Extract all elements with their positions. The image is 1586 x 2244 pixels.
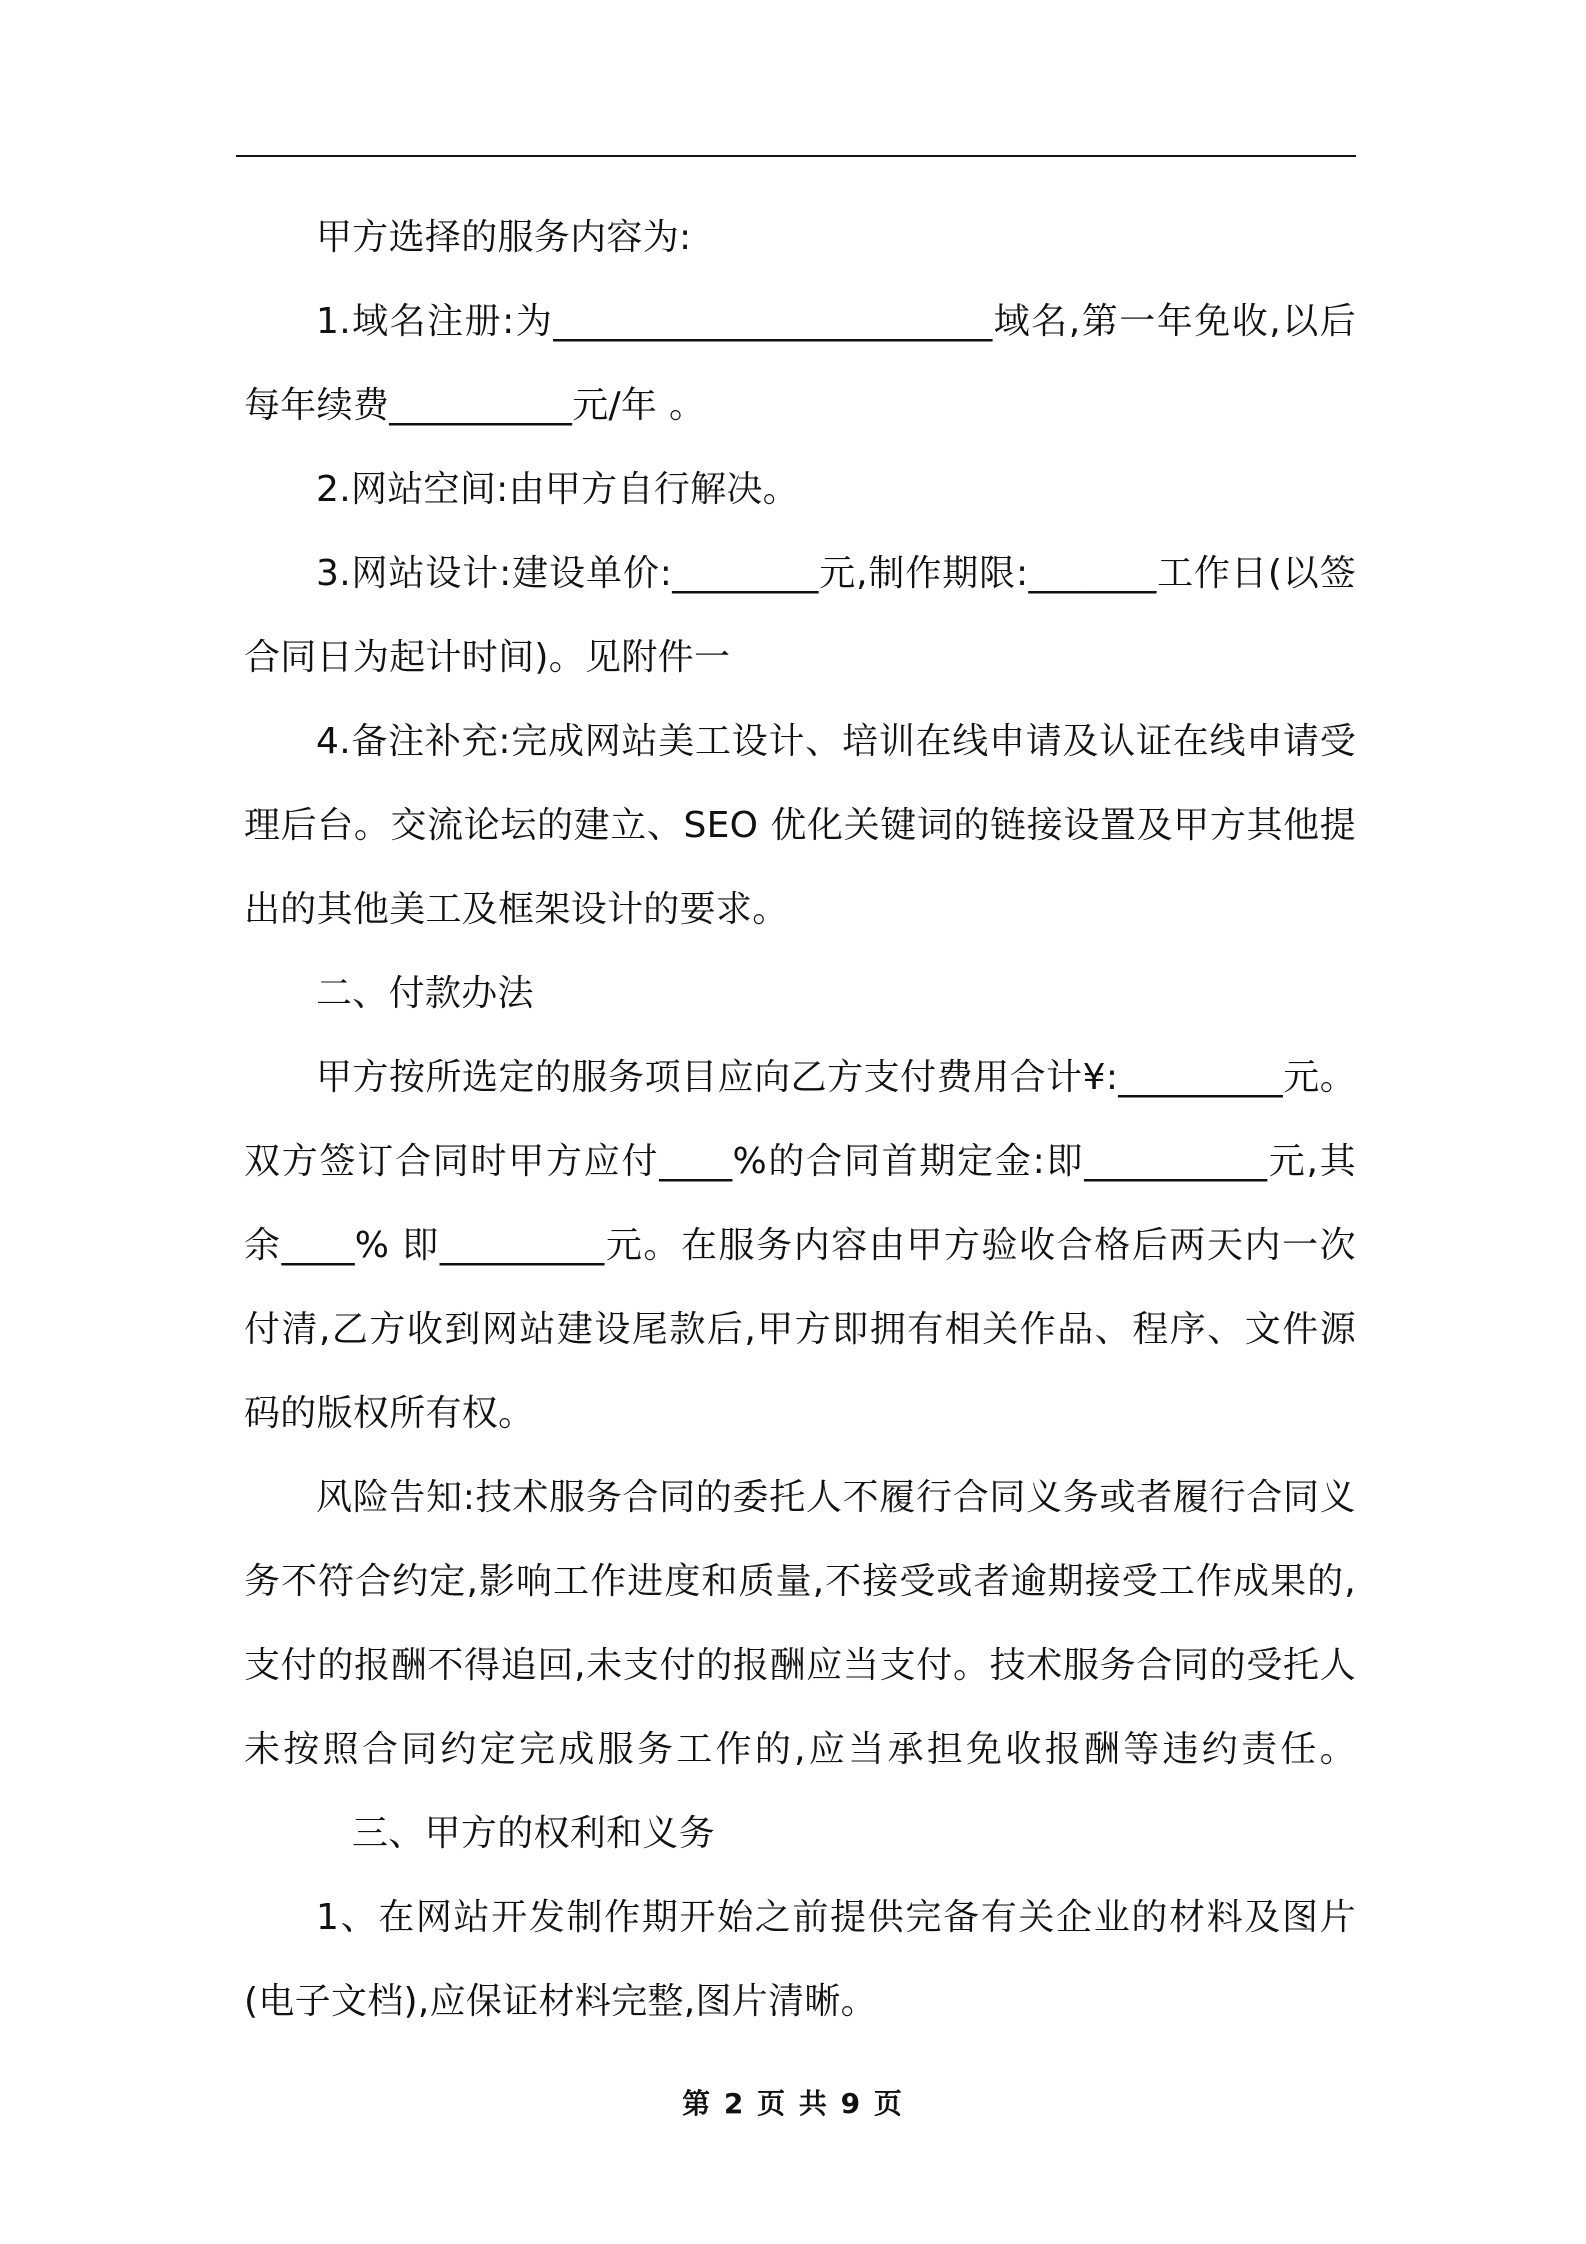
header-divider	[236, 155, 1356, 157]
materials-obligation-clause: 1、在网站开发制作期开始之前提供完备有关企业的材料及图片(电子文档),应保证材料完整,图片清晰。	[244, 1897, 1356, 2022]
domain-registration-clause: 1.域名注册:为________________________域名,第一年免收,以后每年续费__________元/年 。	[244, 301, 1356, 426]
section-two-heading: 二、付款办法	[316, 973, 534, 1014]
web-space-clause: 2.网站空间:由甲方自行解决。	[316, 469, 799, 510]
page-number-footer: 第 2 页 共 9 页	[682, 2087, 904, 2120]
section-three-heading: 三、甲方的权利和义务	[352, 1813, 716, 1854]
service-content-intro: 甲方选择的服务内容为:	[316, 217, 692, 258]
document-body	[244, 196, 1356, 2044]
payment-method-clause: 甲方按所选定的服务项目应向乙方支付费用合计¥:_________元。双方签订合同时甲方应付____%的合同首期定金:即__________元,其余____% 即_________元。在服务内容由甲方验收合格后两天内一次付清,乙方收到网站建设尾款后,甲方即拥有相关作品、程序、文件源码的版权所有权。	[244, 1057, 1356, 1434]
website-design-clause: 3.网站设计:建设单价:________元,制作期限:_______工作日(以签合同日为起计时间)。见附件一	[244, 553, 1356, 678]
risk-notice-text: 风险告知:技术服务合同的委托人不履行合同义务或者履行合同义务不符合约定,影响工作进度和质量,不接受或者逾期接受工作成果的,支付的报酬不得追回,未支付的报酬应当支付。技术服务合同的受托人未按照合同约定完成服务工作的,应当承担免收报酬等违约责任。	[244, 1477, 1356, 1770]
remarks-clause: 4.备注补充:完成网站美工设计、培训在线申请及认证在线申请受理后台。交流论坛的建立、SEO 优化关键词的链接设置及甲方其他提出的其他美工及框架设计的要求。	[244, 721, 1356, 930]
risk-notice-paragraph	[244, 1456, 1356, 1876]
